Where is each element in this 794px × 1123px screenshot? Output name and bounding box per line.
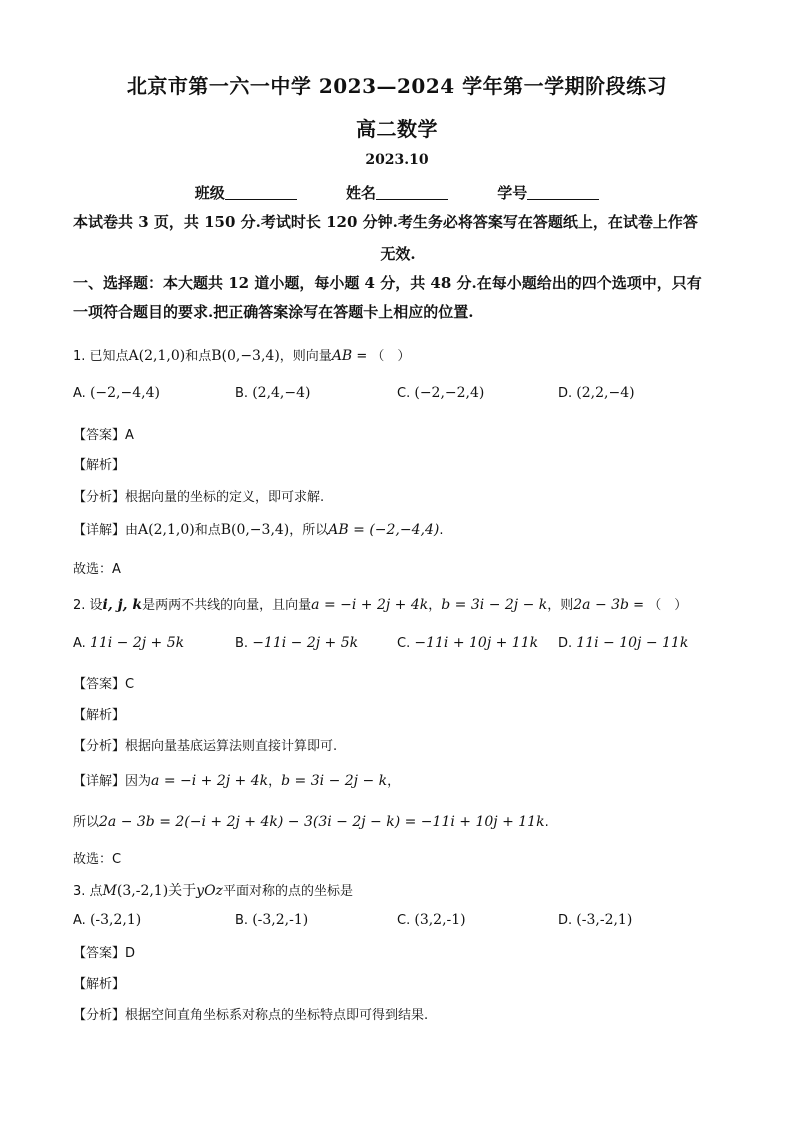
q3-option-b: B. (-3,2,-1) bbox=[235, 912, 309, 928]
q2-answer: 【答案】C bbox=[73, 677, 135, 692]
name-label: 姓名 bbox=[345, 184, 376, 202]
q3-fenxi: 【分析】根据空间直角坐标系对称点的坐标特点即可得到结果. bbox=[73, 1008, 429, 1023]
section-line-1: 一、选择题：本大题共 12 道小题，每小题 4 分，共 48 分.在每小题给出的四个选项中，只有 bbox=[73, 274, 702, 292]
question-3-stem: 3. 点M(3,-2,1)关于yOz平面对称的点的坐标是 bbox=[73, 883, 353, 899]
q1-prefix: 1. 已知点 bbox=[73, 349, 129, 364]
section-line-2: 一项符合题目的要求.把正确答案涂写在答题卡上相应的位置. bbox=[73, 303, 474, 321]
class-label: 班级 bbox=[194, 184, 225, 202]
student-id-blank bbox=[527, 185, 599, 200]
q2-choose: 故选：C bbox=[73, 852, 122, 867]
q3-option-a: A. (-3,2,1) bbox=[73, 912, 142, 928]
q1-mid2: ，则向量 bbox=[279, 349, 332, 364]
q2-option-c: C. −11i + 10j + 11k bbox=[397, 635, 539, 651]
q2-option-b: B. −11i − 2j + 5k bbox=[235, 635, 359, 651]
question-1-stem bbox=[73, 345, 410, 364]
q1-option-a: A. (−2,−4,4) bbox=[73, 385, 160, 401]
notice-line-2: 无效. bbox=[380, 245, 416, 263]
q2-fenxi: 【分析】根据向量基底运算法则直接计算即可. bbox=[73, 739, 338, 754]
exam-title: 北京市第一六一中学 2023—2024 学年第一学期阶段练习 bbox=[126, 74, 668, 98]
class-blank bbox=[225, 185, 297, 200]
q1-option-c: C. (−2,−2,4) bbox=[397, 385, 485, 401]
q1-vector-ab: AB bbox=[331, 348, 353, 364]
notice-line-1: 本试卷共 3 页，共 150 分.考试时长 120 分钟.考生务必将答案写在答题纸上，在试卷上作答 bbox=[73, 213, 698, 231]
section-choice-heading bbox=[73, 269, 723, 327]
q2-option-a: A. 11i − 2j + 5k bbox=[73, 635, 185, 651]
exam-notice bbox=[73, 206, 723, 270]
q1-option-b: B. (2,4,−4) bbox=[235, 385, 311, 401]
q1-suffix: = （ ） bbox=[352, 349, 411, 364]
exam-subtitle: 高二数学 bbox=[356, 117, 438, 141]
q3-analysis-tag: 【解析】 bbox=[73, 977, 126, 992]
exam-date: 2023.10 bbox=[365, 152, 429, 168]
q1-answer: 【答案】A bbox=[73, 428, 134, 443]
q1-option-d: D. (2,2,−4) bbox=[558, 385, 635, 401]
student-id-label: 学号 bbox=[497, 184, 528, 202]
q2-option-d: D. 11i − 10j − 11k bbox=[558, 635, 689, 651]
q1-fenxi: 【分析】根据向量的坐标的定义，即可求解. bbox=[73, 490, 325, 505]
name-blank bbox=[376, 185, 448, 200]
q1-choose: 故选：A bbox=[73, 562, 121, 577]
q3-option-d: D. (-3,-2,1) bbox=[558, 912, 633, 928]
q1-xiangjie: 【详解】由A(2,1,0)和点B(0,−3,4)，所以AB = (−2,−4,4). bbox=[73, 522, 444, 538]
q2-suoyi: 所以2a − 3b = 2(−i + 2j + 4k) − 3(3i − 2j − k) = −11i + 10j + 11k. bbox=[73, 814, 549, 830]
q1-point-a: A(2,1,0) bbox=[128, 348, 186, 364]
question-2-stem: 2. 设i, j, k是两两不共线的向量，且向量a = −i + 2j + 4k，b = 3i − 2j − k，则2a − 3b = （ ） bbox=[73, 597, 688, 613]
student-info-row bbox=[0, 182, 794, 203]
q3-option-c: C. (3,2,-1) bbox=[397, 912, 466, 928]
q1-mid: 和点 bbox=[185, 349, 212, 364]
q2-analysis-tag: 【解析】 bbox=[73, 708, 126, 723]
q1-point-b: B(0,−3,4) bbox=[211, 348, 280, 364]
q3-answer: 【答案】D bbox=[73, 946, 136, 961]
q2-xiangjie: 【详解】因为a = −i + 2j + 4k，b = 3i − 2j − k， bbox=[73, 773, 401, 789]
q1-analysis-tag: 【解析】 bbox=[73, 458, 126, 473]
